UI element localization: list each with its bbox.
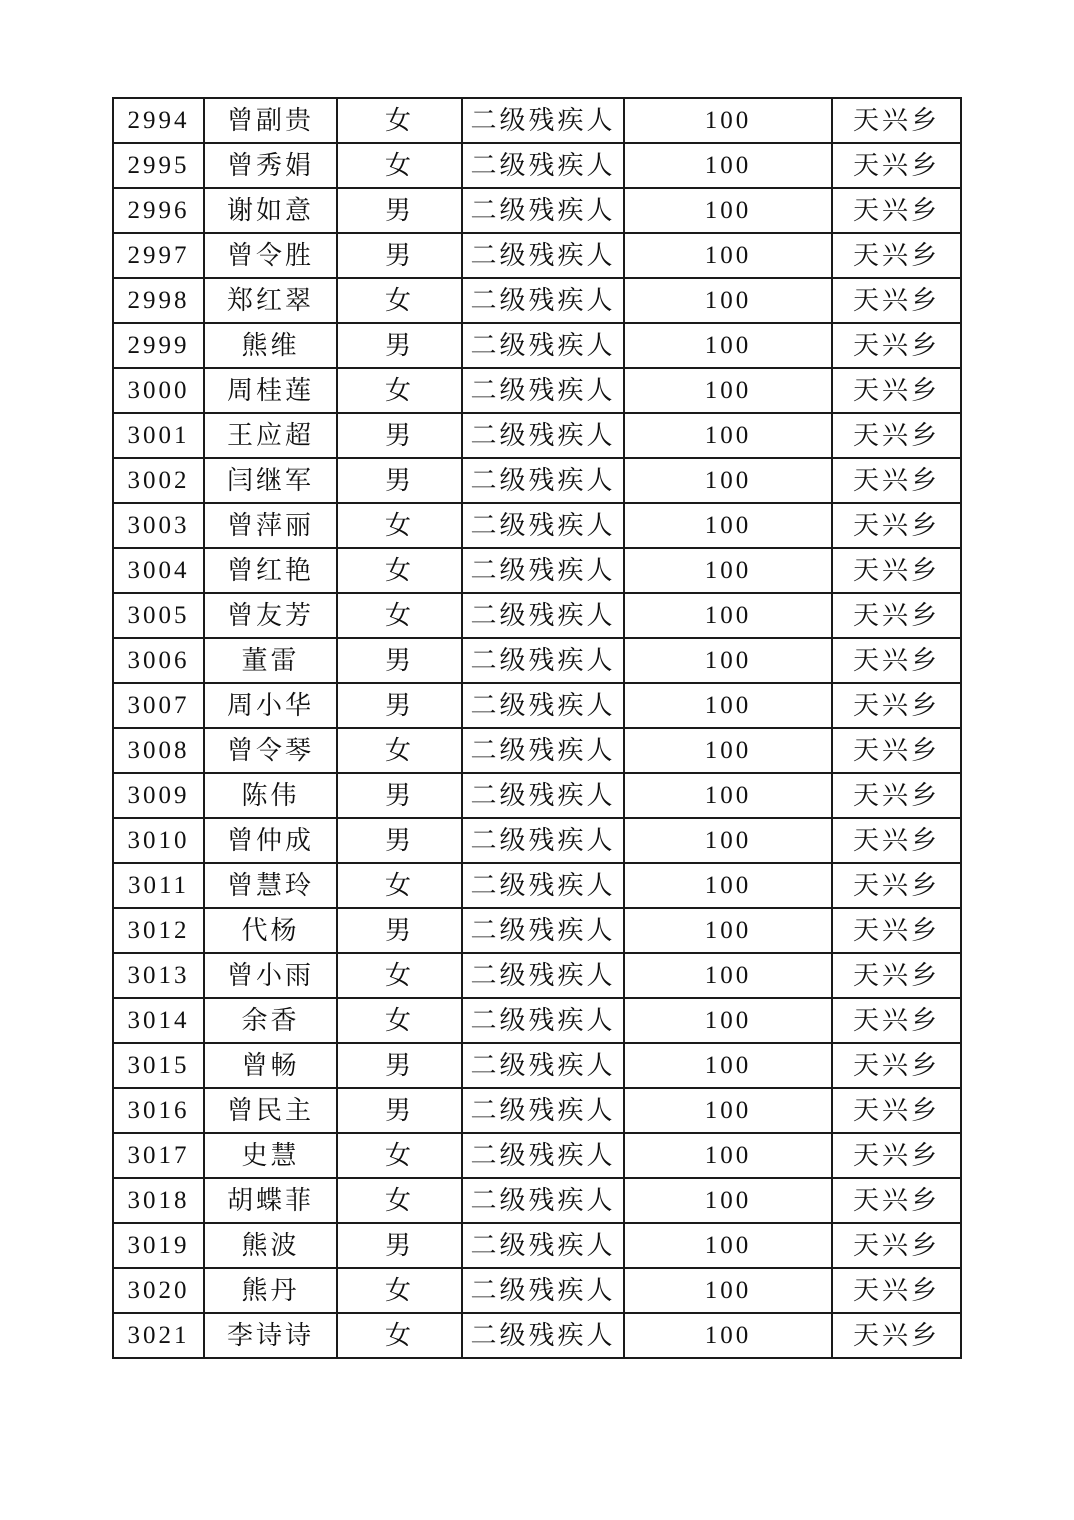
cell-gender: 男 xyxy=(337,638,462,683)
cell-disability-level: 二级残疾人 xyxy=(462,683,624,728)
cell-township: 天兴乡 xyxy=(832,368,961,413)
cell-amount: 100 xyxy=(624,953,832,998)
cell-gender: 女 xyxy=(337,953,462,998)
cell-disability-level: 二级残疾人 xyxy=(462,548,624,593)
table-row xyxy=(113,953,961,998)
table-body xyxy=(113,98,961,1358)
cell-disability-level: 二级残疾人 xyxy=(462,1043,624,1088)
cell-serial-number: 3008 xyxy=(113,728,204,773)
cell-name: 周小华 xyxy=(204,683,337,728)
cell-township: 天兴乡 xyxy=(832,908,961,953)
cell-amount: 100 xyxy=(624,728,832,773)
cell-name: 熊波 xyxy=(204,1223,337,1268)
cell-serial-number: 3021 xyxy=(113,1313,204,1358)
table-row xyxy=(113,413,961,458)
cell-amount: 100 xyxy=(624,1178,832,1223)
cell-disability-level: 二级残疾人 xyxy=(462,368,624,413)
table-row xyxy=(113,683,961,728)
cell-name: 王应超 xyxy=(204,413,337,458)
table-row xyxy=(113,638,961,683)
cell-gender: 男 xyxy=(337,683,462,728)
cell-amount: 100 xyxy=(624,548,832,593)
cell-township: 天兴乡 xyxy=(832,998,961,1043)
cell-township: 天兴乡 xyxy=(832,98,961,143)
table-row xyxy=(113,908,961,953)
cell-township: 天兴乡 xyxy=(832,593,961,638)
cell-township: 天兴乡 xyxy=(832,683,961,728)
cell-township: 天兴乡 xyxy=(832,728,961,773)
cell-gender: 女 xyxy=(337,98,462,143)
cell-disability-level: 二级残疾人 xyxy=(462,278,624,323)
cell-disability-level: 二级残疾人 xyxy=(462,863,624,908)
cell-amount: 100 xyxy=(624,413,832,458)
cell-name: 曾副贵 xyxy=(204,98,337,143)
cell-gender: 男 xyxy=(337,458,462,503)
cell-serial-number: 3011 xyxy=(113,863,204,908)
table-row xyxy=(113,548,961,593)
cell-disability-level: 二级残疾人 xyxy=(462,773,624,818)
cell-disability-level: 二级残疾人 xyxy=(462,908,624,953)
cell-amount: 100 xyxy=(624,368,832,413)
cell-amount: 100 xyxy=(624,503,832,548)
cell-name: 闫继军 xyxy=(204,458,337,503)
table-row xyxy=(113,143,961,188)
cell-name: 陈伟 xyxy=(204,773,337,818)
cell-serial-number: 3000 xyxy=(113,368,204,413)
cell-township: 天兴乡 xyxy=(832,818,961,863)
cell-serial-number: 3005 xyxy=(113,593,204,638)
cell-amount: 100 xyxy=(624,323,832,368)
cell-disability-level: 二级残疾人 xyxy=(462,818,624,863)
table-row xyxy=(113,1268,961,1313)
cell-township: 天兴乡 xyxy=(832,233,961,278)
cell-gender: 男 xyxy=(337,1043,462,1088)
cell-township: 天兴乡 xyxy=(832,953,961,998)
cell-gender: 女 xyxy=(337,278,462,323)
cell-township: 天兴乡 xyxy=(832,1313,961,1358)
cell-township: 天兴乡 xyxy=(832,143,961,188)
cell-name: 李诗诗 xyxy=(204,1313,337,1358)
cell-township: 天兴乡 xyxy=(832,413,961,458)
cell-amount: 100 xyxy=(624,98,832,143)
cell-amount: 100 xyxy=(624,458,832,503)
cell-serial-number: 2998 xyxy=(113,278,204,323)
cell-township: 天兴乡 xyxy=(832,1268,961,1313)
cell-serial-number: 2996 xyxy=(113,188,204,233)
cell-name: 曾令胜 xyxy=(204,233,337,278)
cell-serial-number: 3012 xyxy=(113,908,204,953)
cell-name: 曾民主 xyxy=(204,1088,337,1133)
cell-name: 谢如意 xyxy=(204,188,337,233)
cell-township: 天兴乡 xyxy=(832,1223,961,1268)
table-row xyxy=(113,98,961,143)
cell-gender: 男 xyxy=(337,818,462,863)
cell-disability-level: 二级残疾人 xyxy=(462,1133,624,1178)
cell-gender: 女 xyxy=(337,548,462,593)
cell-gender: 女 xyxy=(337,1133,462,1178)
cell-gender: 男 xyxy=(337,413,462,458)
cell-amount: 100 xyxy=(624,1133,832,1178)
cell-township: 天兴乡 xyxy=(832,1133,961,1178)
cell-amount: 100 xyxy=(624,863,832,908)
cell-disability-level: 二级残疾人 xyxy=(462,413,624,458)
cell-disability-level: 二级残疾人 xyxy=(462,323,624,368)
cell-name: 熊维 xyxy=(204,323,337,368)
cell-disability-level: 二级残疾人 xyxy=(462,638,624,683)
cell-amount: 100 xyxy=(624,593,832,638)
cell-township: 天兴乡 xyxy=(832,863,961,908)
cell-gender: 男 xyxy=(337,908,462,953)
cell-gender: 女 xyxy=(337,368,462,413)
cell-township: 天兴乡 xyxy=(832,458,961,503)
cell-amount: 100 xyxy=(624,638,832,683)
table-row xyxy=(113,998,961,1043)
cell-serial-number: 3016 xyxy=(113,1088,204,1133)
cell-name: 曾畅 xyxy=(204,1043,337,1088)
cell-township: 天兴乡 xyxy=(832,278,961,323)
cell-gender: 男 xyxy=(337,323,462,368)
table-row xyxy=(113,233,961,278)
cell-name: 曾小雨 xyxy=(204,953,337,998)
cell-serial-number: 3018 xyxy=(113,1178,204,1223)
table-row xyxy=(113,1043,961,1088)
cell-amount: 100 xyxy=(624,188,832,233)
cell-serial-number: 3015 xyxy=(113,1043,204,1088)
cell-serial-number: 3017 xyxy=(113,1133,204,1178)
cell-name: 曾秀娟 xyxy=(204,143,337,188)
cell-name: 胡蝶菲 xyxy=(204,1178,337,1223)
cell-serial-number: 2995 xyxy=(113,143,204,188)
cell-serial-number: 3001 xyxy=(113,413,204,458)
cell-amount: 100 xyxy=(624,278,832,323)
cell-amount: 100 xyxy=(624,1268,832,1313)
cell-township: 天兴乡 xyxy=(832,188,961,233)
cell-amount: 100 xyxy=(624,1223,832,1268)
cell-gender: 男 xyxy=(337,188,462,233)
table-row xyxy=(113,368,961,413)
table-row xyxy=(113,1223,961,1268)
cell-amount: 100 xyxy=(624,143,832,188)
table-row xyxy=(113,323,961,368)
cell-disability-level: 二级残疾人 xyxy=(462,233,624,278)
cell-amount: 100 xyxy=(624,1313,832,1358)
cell-disability-level: 二级残疾人 xyxy=(462,1313,624,1358)
cell-disability-level: 二级残疾人 xyxy=(462,1268,624,1313)
cell-serial-number: 3013 xyxy=(113,953,204,998)
table-row xyxy=(113,1178,961,1223)
cell-gender: 男 xyxy=(337,1088,462,1133)
cell-amount: 100 xyxy=(624,233,832,278)
cell-serial-number: 3003 xyxy=(113,503,204,548)
cell-disability-level: 二级残疾人 xyxy=(462,1088,624,1133)
cell-serial-number: 3006 xyxy=(113,638,204,683)
table-row xyxy=(113,1313,961,1358)
cell-amount: 100 xyxy=(624,773,832,818)
cell-disability-level: 二级残疾人 xyxy=(462,953,624,998)
cell-serial-number: 2999 xyxy=(113,323,204,368)
cell-disability-level: 二级残疾人 xyxy=(462,458,624,503)
cell-name: 余香 xyxy=(204,998,337,1043)
cell-township: 天兴乡 xyxy=(832,638,961,683)
cell-serial-number: 3004 xyxy=(113,548,204,593)
cell-gender: 男 xyxy=(337,1223,462,1268)
cell-disability-level: 二级残疾人 xyxy=(462,143,624,188)
cell-township: 天兴乡 xyxy=(832,323,961,368)
disability-subsidy-table xyxy=(112,97,962,1359)
cell-gender: 女 xyxy=(337,593,462,638)
cell-amount: 100 xyxy=(624,1088,832,1133)
cell-gender: 女 xyxy=(337,503,462,548)
table-row xyxy=(113,728,961,773)
cell-serial-number: 2994 xyxy=(113,98,204,143)
cell-disability-level: 二级残疾人 xyxy=(462,503,624,548)
cell-disability-level: 二级残疾人 xyxy=(462,728,624,773)
cell-name: 代杨 xyxy=(204,908,337,953)
cell-gender: 女 xyxy=(337,863,462,908)
cell-serial-number: 3010 xyxy=(113,818,204,863)
cell-name: 曾友芳 xyxy=(204,593,337,638)
cell-amount: 100 xyxy=(624,998,832,1043)
table-row xyxy=(113,188,961,233)
cell-disability-level: 二级残疾人 xyxy=(462,998,624,1043)
cell-township: 天兴乡 xyxy=(832,773,961,818)
cell-township: 天兴乡 xyxy=(832,1088,961,1133)
table-row xyxy=(113,1088,961,1133)
table-row xyxy=(113,593,961,638)
cell-name: 董雷 xyxy=(204,638,337,683)
table-row xyxy=(113,458,961,503)
table-row xyxy=(113,818,961,863)
cell-name: 郑红翠 xyxy=(204,278,337,323)
cell-disability-level: 二级残疾人 xyxy=(462,593,624,638)
cell-serial-number: 3020 xyxy=(113,1268,204,1313)
cell-name: 曾萍丽 xyxy=(204,503,337,548)
cell-serial-number: 3002 xyxy=(113,458,204,503)
cell-serial-number: 2997 xyxy=(113,233,204,278)
cell-township: 天兴乡 xyxy=(832,1178,961,1223)
cell-disability-level: 二级残疾人 xyxy=(462,188,624,233)
cell-name: 曾令琴 xyxy=(204,728,337,773)
cell-disability-level: 二级残疾人 xyxy=(462,98,624,143)
table-row xyxy=(113,863,961,908)
table-row xyxy=(113,278,961,323)
cell-name: 曾慧玲 xyxy=(204,863,337,908)
table-row xyxy=(113,773,961,818)
cell-disability-level: 二级残疾人 xyxy=(462,1223,624,1268)
cell-gender: 男 xyxy=(337,233,462,278)
table-row xyxy=(113,1133,961,1178)
cell-township: 天兴乡 xyxy=(832,503,961,548)
cell-gender: 男 xyxy=(337,773,462,818)
cell-name: 曾仲成 xyxy=(204,818,337,863)
cell-name: 史慧 xyxy=(204,1133,337,1178)
cell-amount: 100 xyxy=(624,818,832,863)
cell-serial-number: 3019 xyxy=(113,1223,204,1268)
cell-gender: 女 xyxy=(337,1268,462,1313)
table-row xyxy=(113,503,961,548)
cell-amount: 100 xyxy=(624,908,832,953)
cell-serial-number: 3014 xyxy=(113,998,204,1043)
cell-gender: 女 xyxy=(337,998,462,1043)
cell-township: 天兴乡 xyxy=(832,548,961,593)
cell-serial-number: 3009 xyxy=(113,773,204,818)
cell-name: 熊丹 xyxy=(204,1268,337,1313)
cell-township: 天兴乡 xyxy=(832,1043,961,1088)
cell-name: 周桂莲 xyxy=(204,368,337,413)
cell-gender: 女 xyxy=(337,728,462,773)
cell-amount: 100 xyxy=(624,683,832,728)
cell-amount: 100 xyxy=(624,1043,832,1088)
cell-name: 曾红艳 xyxy=(204,548,337,593)
cell-serial-number: 3007 xyxy=(113,683,204,728)
cell-gender: 女 xyxy=(337,1178,462,1223)
cell-gender: 女 xyxy=(337,1313,462,1358)
cell-gender: 女 xyxy=(337,143,462,188)
cell-disability-level: 二级残疾人 xyxy=(462,1178,624,1223)
